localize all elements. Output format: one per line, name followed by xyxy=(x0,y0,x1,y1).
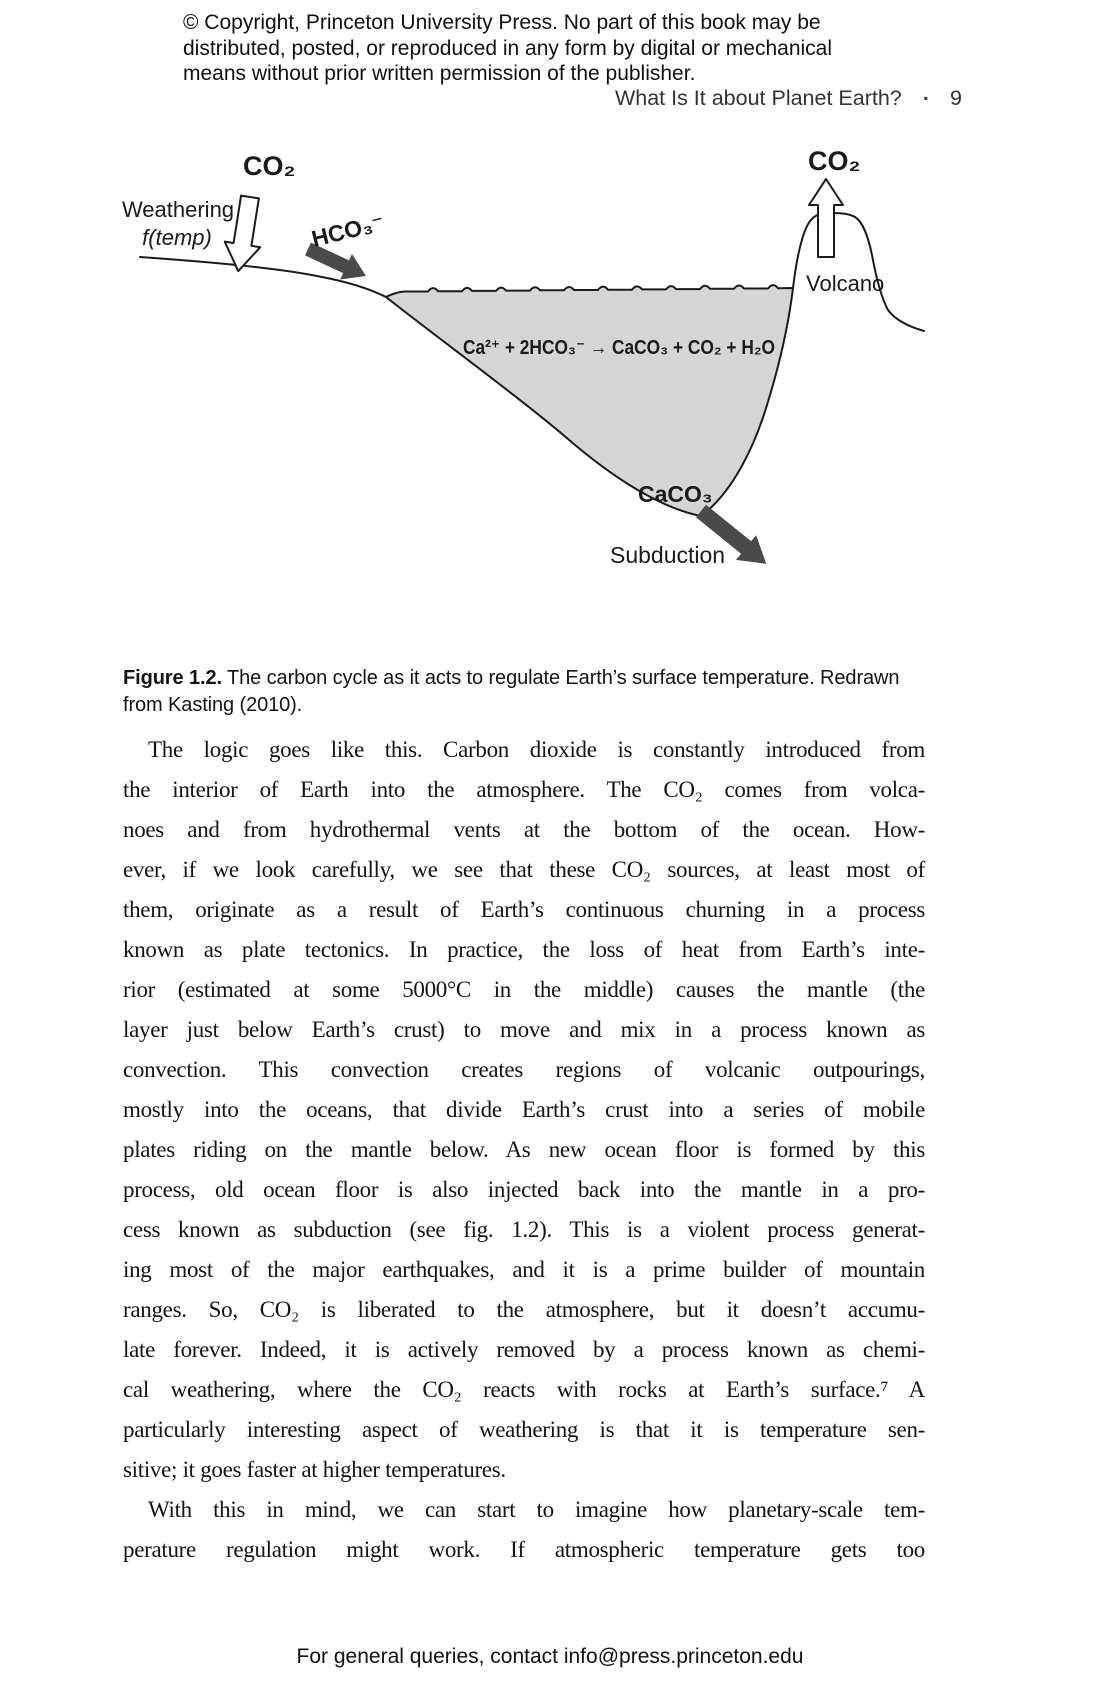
caco3-label: CaCO₃ xyxy=(638,481,713,507)
body-line: known as plate tectonics. In practice, the loss of heat from Earth’s inte- xyxy=(123,937,925,962)
carbonate-equation: Ca²⁺ + 2HCO₃⁻ → CaCO₃ + CO₂ + H₂O xyxy=(463,337,775,359)
copyright-line: distributed, posted, or reproduced in any form by digital or mechanical xyxy=(183,36,833,60)
body-line: perature regulation might work. If atmospheric temperature gets too xyxy=(123,1537,925,1562)
body-line: convection. This convection creates regions of volcanic outpourings, xyxy=(123,1057,925,1082)
body-line: them, originate as a result of Earth’s continuous churning in a process xyxy=(123,897,925,922)
body-line: ranges. So, CO₂ is liberated to the atmosphere, but it doesn’t accumu- xyxy=(123,1297,925,1322)
body-line: cal weathering, where the CO₂ reacts with rocks at Earth’s surface.⁷ A xyxy=(123,1377,925,1402)
co2-label-right: CO₂ xyxy=(808,146,861,176)
running-head xyxy=(100,86,962,111)
figure-caption xyxy=(123,665,933,719)
chapter-title: What Is It about Planet Earth? xyxy=(614,86,902,110)
subduction-label: Subduction xyxy=(610,542,726,568)
body-line: rior (estimated at some 5000°C in the middle) causes the mantle (the xyxy=(123,977,925,1002)
body-line: ever, if we look carefully, we see that these CO₂ sources, at least most of xyxy=(123,857,925,882)
body-line: process, old ocean floor is also injected back into the mantle in a pro- xyxy=(123,1177,925,1202)
co2-label-left: CO₂ xyxy=(243,151,296,181)
body-line: cess known as subduction (see fig. 1.2). This is a violent process generat- xyxy=(123,1217,925,1242)
body-line: mostly into the oceans, that divide Earth’s crust into a series of mobile xyxy=(123,1097,925,1122)
footer-contact-line: For general queries, contact info@press.princeton.edu xyxy=(296,1645,804,1668)
body-line: the interior of Earth into the atmosphere. The CO₂ comes from volca- xyxy=(123,777,925,802)
copyright-line: means without prior written permission of the publisher. xyxy=(183,62,696,85)
copyright-notice xyxy=(183,10,883,87)
body-line: plates riding on the mantle below. As new ocean floor is formed by this xyxy=(123,1137,925,1162)
body-line: layer just below Earth’s crust) to move and mix in a process known as xyxy=(123,1017,925,1042)
body-line: late forever. Indeed, it is actively removed by a process known as chemi- xyxy=(123,1337,925,1362)
square-bullet-icon: ▪ xyxy=(923,91,929,105)
body-line: sitive; it goes faster at higher temperatures. xyxy=(123,1457,506,1482)
body-text xyxy=(123,730,925,1570)
copyright-line: © Copyright, Princeton University Press. No part of this book may be xyxy=(183,11,821,34)
ocean-region xyxy=(386,285,793,516)
hco3-label: HCO₃⁻ xyxy=(308,208,387,252)
body-line: noes and from hydrothermal vents at the bottom of the ocean. How- xyxy=(123,817,925,842)
carbon-cycle-diagram xyxy=(100,125,980,625)
body-line: ing most of the major earthquakes, and it is a prime builder of mountain xyxy=(123,1257,925,1282)
figure-caption-label: Figure 1.2. xyxy=(123,667,222,689)
weathering-ftemp-label: f(temp) xyxy=(142,225,212,250)
volcano-label: Volcano xyxy=(806,271,885,296)
body-line: With this in mind, we can start to imagine how planetary-scale tem- xyxy=(148,1497,925,1522)
weathering-label: Weathering xyxy=(121,197,235,222)
figure-caption-text: The carbon cycle as it acts to regulate Earth’s surface temperature. Redrawn from Kasting (2010). xyxy=(123,667,900,716)
body-line: The logic goes like this. Carbon dioxide is constantly introduced from xyxy=(148,737,925,762)
page-number: 9 xyxy=(950,86,962,110)
body-line: particularly interesting aspect of weathering is that it is temperature sen- xyxy=(123,1417,925,1442)
